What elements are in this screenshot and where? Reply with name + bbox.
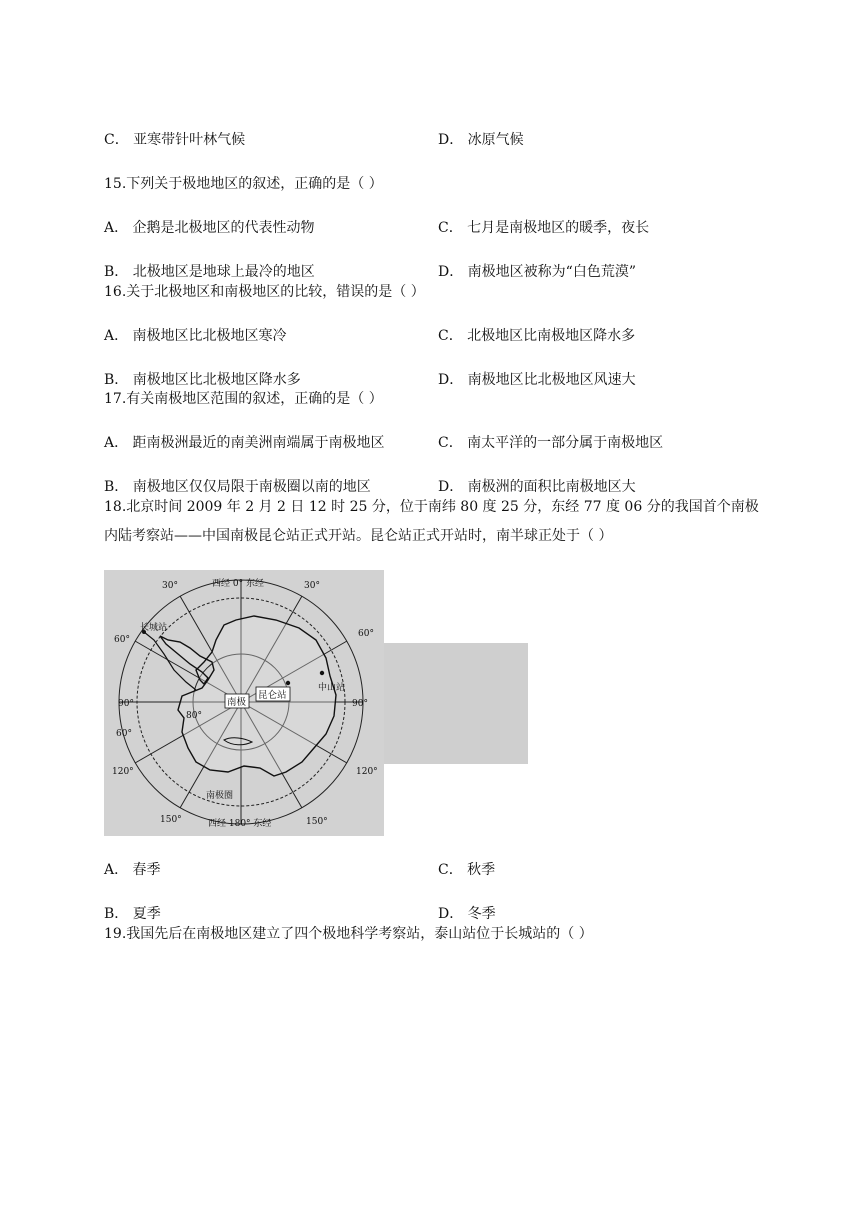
map-label-90-right: 90° <box>352 699 368 709</box>
q15-option-a: A． 企鹅是北极地区的代表性动物 <box>104 220 315 236</box>
q17-option-a: A． 距南极洲最近的南美洲南端属于南极地区 <box>104 435 385 451</box>
map-label-90-left: 90° <box>118 699 134 709</box>
q16-option-d: D． 南极地区比北极地区风速大 <box>438 372 636 388</box>
q19-stem: 19.我国先后在南极地区建立了四个极地科学考察站，泰山站位于长城站的（ ） <box>104 926 593 942</box>
q15-option-b: B． 北极地区是地球上最冷的地区 <box>104 264 315 280</box>
map-kunlun-label: 昆仑站 <box>258 690 287 701</box>
q14-option-c: C． 亚寒带针叶林气候 <box>104 132 246 148</box>
q16-option-c: C． 北极地区比南极地区降水多 <box>438 328 636 344</box>
q16-option-b: B． 南极地区比北极地区降水多 <box>104 372 301 388</box>
q18-stem-line2: 内陆考察站——中国南极昆仑站正式开站。昆仑站正式开站时，南半球正处于（ ） <box>104 528 613 544</box>
gray-overlay-block <box>384 643 528 764</box>
q15-option-c: C． 七月是南极地区的暖季，夜长 <box>438 220 650 236</box>
q18-stem-line1: 18.北京时间 2009 年 2 月 2 日 12 时 25 分，位于南纬 80 度 25 分，东经 77 度 06 分的我国首个南极 <box>104 499 759 515</box>
map-label-150-left: 150° <box>160 815 182 825</box>
map-label-120-right: 120° <box>356 767 378 777</box>
map-label-60-left-lower: 60° <box>116 729 132 739</box>
q18-option-b: B． 夏季 <box>104 906 161 922</box>
map-top-label: 西经 0° 东经 <box>212 579 264 589</box>
q17-stem: 17.有关南极地区范围的叙述，正确的是（ ） <box>104 391 383 407</box>
q18-option-d: D． 冬季 <box>438 906 496 922</box>
map-changcheng-label: 长城站 <box>140 623 168 633</box>
map-label-30-right: 30° <box>304 581 320 591</box>
q18-option-a: A． 春季 <box>104 862 161 878</box>
antarctic-map <box>104 570 384 836</box>
q15-option-d: D． 南极地区被称为“白色荒漠” <box>438 264 636 280</box>
map-zhongshan-label: 中山站 <box>318 683 346 693</box>
q18-option-c: C． 秋季 <box>438 862 496 878</box>
q17-option-c: C． 南太平洋的一部分属于南极地区 <box>438 435 664 451</box>
map-label-80: 80° <box>186 711 202 721</box>
map-antarctic-circle-label: 南极圈 <box>206 791 234 801</box>
q14-option-d: D． 冰原气候 <box>438 132 524 148</box>
q16-stem: 16.关于北极地区和南极地区的比较，错误的是（ ） <box>104 284 425 300</box>
map-south-pole-label: 南极 <box>227 697 247 708</box>
map-bottom-label: 西经 180° 东经 <box>208 819 272 829</box>
map-label-120-left: 120° <box>112 767 134 777</box>
q15-stem: 15.下列关于极地地区的叙述，正确的是（ ） <box>104 176 383 192</box>
zhongshan-dot <box>320 671 324 675</box>
map-label-150-right: 150° <box>306 817 328 827</box>
map-label-60-left: 60° <box>114 635 130 645</box>
map-label-30-left: 30° <box>162 581 178 591</box>
q17-option-d: D． 南极洲的面积比南极地区大 <box>438 479 636 495</box>
map-label-60-right: 60° <box>358 629 374 639</box>
kunlun-dot <box>286 681 290 685</box>
q17-option-b: B． 南极地区仅仅局限于南极圈以南的地区 <box>104 479 371 495</box>
q16-option-a: A． 南极地区比北极地区寒冷 <box>104 328 287 344</box>
